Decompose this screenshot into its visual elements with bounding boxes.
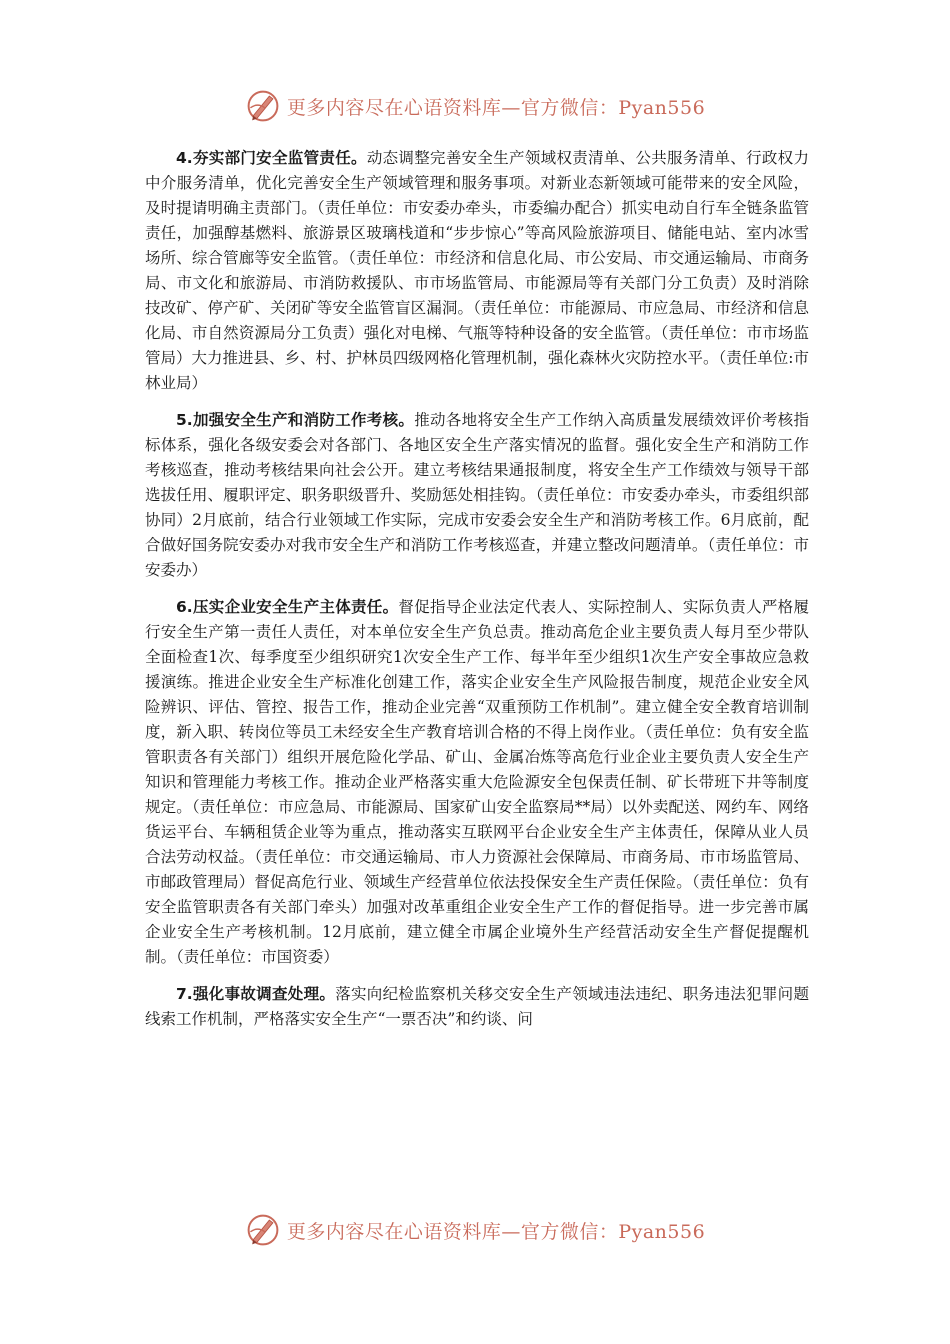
section-6-heading: 6.压实企业安全生产主体责任。 — [176, 598, 399, 616]
header-banner — [0, 86, 950, 126]
footer-banner — [0, 1210, 950, 1250]
header-banner-inner — [245, 88, 705, 124]
section-7-text: 落实向纪检监察机关移交安全生产领域违法违纪、职务违法犯罪问题线索工作机制，严格落实安全生产“一票否决”和约谈、问 — [145, 985, 809, 1028]
section-6-text: 督促指导企业法定代表人、实际控制人、实际负责人严格履行安全生产第一责任人责任，对本单位安全生产负总责。推动高危企业主要负责人每月至少带队全面检查1次、每季度至少组织研究1次安全生产工作、每半年至少组织1次生产安全事故应急救援演练。推进企业安全生产标准化创建工作，落实企业安全生产风险报告制度，规范企业安全风险辨识、评估、管控、报告工作，推动企业完善“双重预防工作机制”。建立健全安全教育培训制度，新入职、转岗位等员工未经安全生产教育培训合格的不得上岗作业。（责任单位：负有安全监管职责各有关部门）组织开展危险化学品、矿山、金属冶炼等高危行业企业主要负责人安全生产知识和管理能力考核工作。推动企业严格落实重大危险源安全包保责任制、矿长带班下井等制度规定。（责任单位：市应急局、市能源局、国家矿山安全监察局**局）以外卖配送、网约车、网络货运平台、车辆租赁企业等为重点，推动落实互联网平台企业安全生产主体责任，保障从业人员合法劳动权益。（责任单位：市交通运输局、市人力资源社会保障局、市商务局、市市场监管局、市邮政管理局）督促高危行业、领域生产经营单位依法投保安全生产责任保险。（责任单位：负有安全监管职责各有关部门牵头）加强对改革重组企业安全生产工作的督促指导。进一步完善市属企业安全生产考核机制。12月底前，建立健全市属企业境外生产经营活动安全生产督促提醒机制。（责任单位：市国资委） — [145, 598, 809, 966]
pen-logo-icon — [245, 88, 281, 124]
footer-banner-text: 更多内容尽在心语资料库—官方微信：Pyan556 — [286, 1220, 706, 1243]
section-5-paragraph — [145, 408, 809, 583]
section-4-heading: 4.夯实部门安全监管责任。 — [176, 149, 367, 167]
footer-banner-inner — [245, 1212, 705, 1248]
document-body — [145, 146, 809, 1044]
section-5-heading: 5.加强安全生产和消防工作考核。 — [176, 411, 415, 429]
section-4-paragraph — [145, 146, 809, 396]
pen-logo-icon — [245, 1212, 281, 1248]
section-4-text: 动态调整完善安全生产领域权责清单、公共服务清单、行政权力中介服务清单，优化完善安全生产领域管理和服务事项。对新业态新领域可能带来的安全风险，及时提请明确主责部门。（责任单位：市安委办牵头，市委编办配合）抓实电动自行车全链条监管责任，加强醇基燃料、旅游景区玻璃栈道和“步步惊心”等高风险旅游项目、储能电站、室内冰雪场所、综合管廊等安全监管。（责任单位：市经济和信息化局、市公安局、市交通运输局、市商务局、市文化和旅游局、市消防救援队、市市场监管局、市能源局等有关部门分工负责）及时消除技改矿、停产矿、关闭矿等安全监管盲区漏洞。（责任单位：市能源局、市应急局、市经济和信息化局、市自然资源局分工负责）强化对电梯、气瓶等特种设备的安全监管。（责任单位：市市场监管局）大力推进县、乡、村、护林员四级网格化管理机制，强化森林火灾防控水平。（责任单位:市林业局） — [145, 149, 809, 392]
section-5-text: 推动各地将安全生产工作纳入高质量发展绩效评价考核指标体系，强化各级安委会对各部门、各地区安全生产落实情况的监督。强化安全生产和消防工作考核巡查，推动考核结果向社会公开。建立考核结果通报制度，将安全生产工作绩效与领导干部选拔任用、履职评定、职务职级晋升、奖励惩处相挂钩。（责任单位：市安委办牵头，市委组织部协同）2月底前，结合行业领域工作实际，完成市安委会安全生产和消防考核工作。6月底前，配合做好国务院安委办对我市安全生产和消防工作考核巡查，并建立整改问题清单。（责任单位：市安委办） — [145, 411, 809, 579]
section-7-heading: 7.强化事故调查处理。 — [176, 985, 336, 1003]
section-6-paragraph — [145, 595, 809, 970]
section-7-paragraph — [145, 982, 809, 1032]
header-banner-text: 更多内容尽在心语资料库—官方微信：Pyan556 — [286, 96, 706, 119]
